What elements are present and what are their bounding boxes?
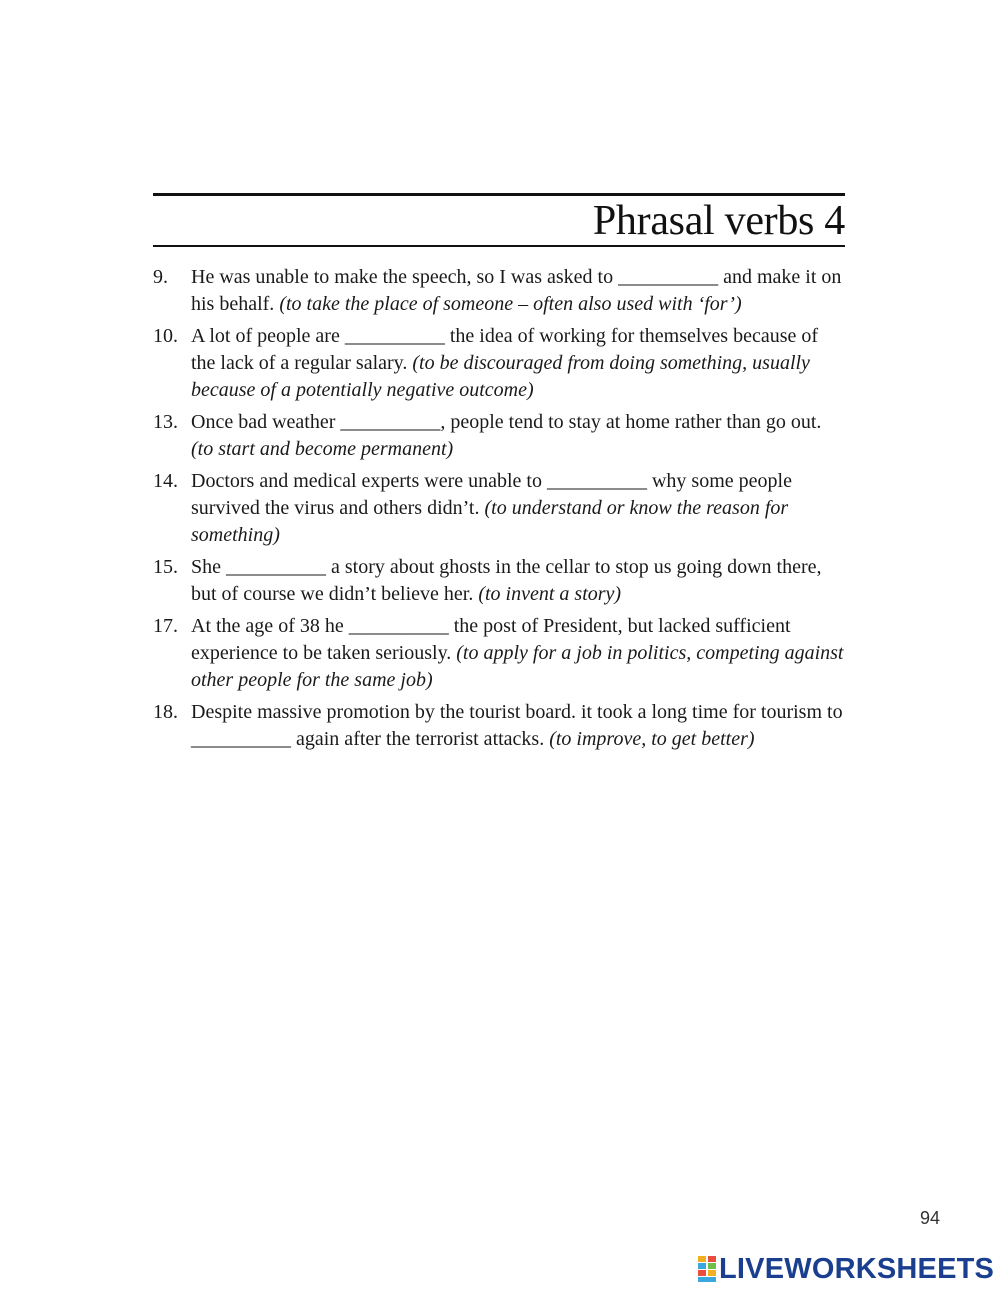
exercise-hint: (to start and become permanent) xyxy=(191,437,454,460)
exercise-text: Once bad weather __________, people tend to stay at home rather than go out. xyxy=(191,410,822,433)
exercise-hint: (to apply for a job in politics, competing against other people for the same job) xyxy=(191,641,844,691)
exercise-hint: (to understand or know the reason for something) xyxy=(191,496,789,546)
exercise-item xyxy=(153,264,853,318)
exercise-item xyxy=(153,554,853,608)
exercise-body xyxy=(191,613,853,693)
exercise-body xyxy=(191,554,853,608)
brand-wordmark: LIVEWORKSHEETS xyxy=(719,1252,995,1285)
exercise-number: 17. xyxy=(153,615,178,638)
exercise-list xyxy=(153,264,853,758)
exercise-hint: (to be discouraged from doing something, usually because of a potentially negative outcome) xyxy=(191,351,810,401)
header-bottom-rule xyxy=(153,245,845,247)
page-title: Phrasal verbs 4 xyxy=(592,198,845,244)
exercise-hint: (to take the place of someone – often also used with ‘for’) xyxy=(279,292,742,315)
exercise-text: She __________ a story about ghosts in the cellar to stop us going down there, but of course we didn’t believe her. xyxy=(191,555,822,605)
exercise-text: Doctors and medical experts were unable to __________ why some people survived the virus and others didn’t. xyxy=(191,470,792,519)
exercise-number: 14. xyxy=(153,470,178,493)
exercise-body xyxy=(191,264,853,318)
exercise-text: He was unable to make the speech, so I was asked to __________ and make it on his behalf. xyxy=(191,266,842,315)
exercise-number: 18. xyxy=(153,700,178,723)
exercise-body xyxy=(191,323,853,403)
exercise-item xyxy=(153,699,853,753)
exercise-number: 13. xyxy=(153,410,178,433)
exercise-body xyxy=(191,699,853,753)
page-number: 94 xyxy=(919,1208,940,1228)
exercise-item xyxy=(153,468,853,548)
exercise-item xyxy=(153,409,853,463)
exercise-body xyxy=(191,409,853,463)
exercise-body xyxy=(191,468,853,548)
exercise-number: 10. xyxy=(153,325,178,348)
exercise-item xyxy=(153,613,853,693)
exercise-hint: (to improve, to get better) xyxy=(549,727,755,750)
exercise-text: At the age of 38 he __________ the post of President, but lacked sufficient experience to be taken seriously. xyxy=(191,615,791,664)
exercise-hint: (to invent a story) xyxy=(478,582,622,605)
liveworksheets-logo-icon xyxy=(698,1256,716,1282)
exercise-text: A lot of people are __________ the idea of working for themselves because of the lack of a regular salary. xyxy=(191,325,819,374)
liveworksheets-brand[interactable] xyxy=(698,1252,994,1286)
exercise-text: Despite massive promotion by the tourist board. it took a long time for tourism to __________ again after the terrorist attacks. xyxy=(191,700,843,750)
exercise-number: 9. xyxy=(153,266,168,288)
exercise-item xyxy=(153,323,853,403)
exercise-number: 15. xyxy=(153,555,178,578)
